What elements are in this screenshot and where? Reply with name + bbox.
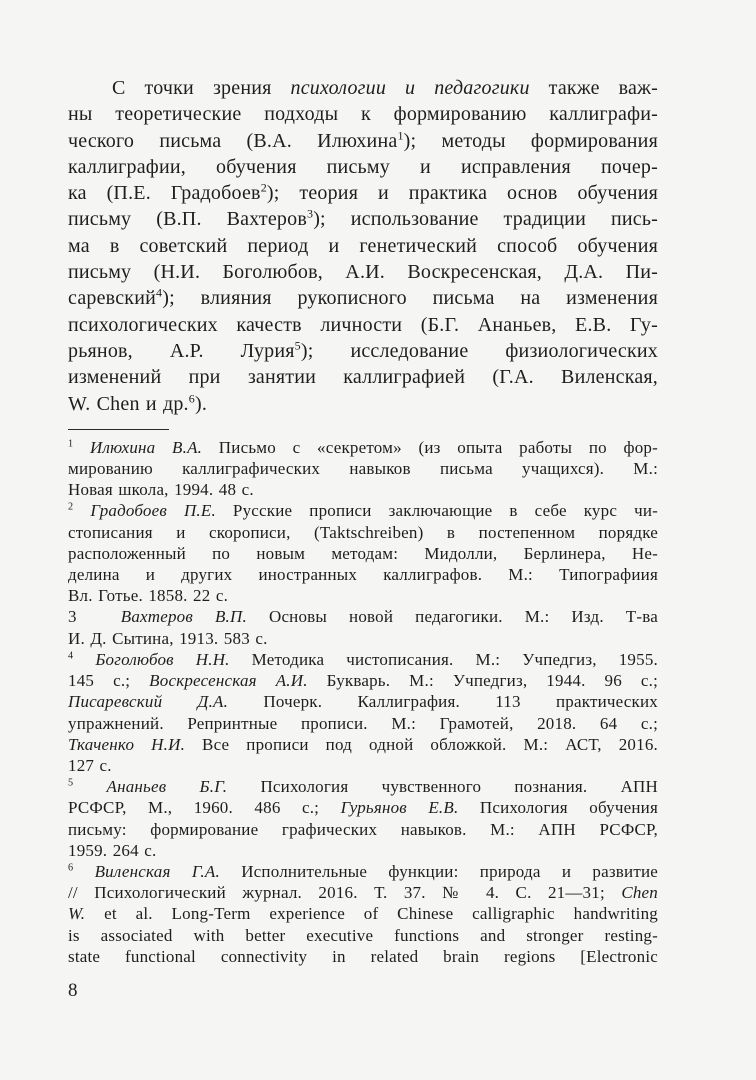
footnote-1 [68, 437, 658, 501]
italic-text: Писаревский Д.А. [68, 692, 229, 712]
footnote-line [68, 437, 658, 458]
footnote-4 [68, 649, 658, 776]
paragraph-line [68, 180, 658, 206]
italic-text: Вахтеров В.П. [120, 607, 247, 627]
footnote-line [68, 903, 658, 924]
text-run: письму (В.П. Вахтеров [68, 208, 307, 231]
text-run: // Психологический журнал. 2016. Т. 37. № 4. С. 21—31; [68, 883, 622, 903]
footnote-line [68, 479, 658, 500]
text-run: ма в советский период и генетический способ обучения [68, 234, 658, 257]
footnote-marker: 1 [68, 438, 74, 450]
text-run: письму: формирование графических навыков. М.: АПН РСФСР, [68, 819, 658, 839]
text-run: ); использование традиции пись- [313, 208, 658, 231]
text-run: расположенный по новым методам: Мидолли, Берлинера, Не- [68, 543, 658, 563]
footnote-line [68, 819, 658, 840]
footnote-line [68, 755, 658, 776]
paragraph-line [68, 154, 658, 180]
footnote-3 [68, 606, 658, 648]
text-run: также важ- [529, 77, 658, 99]
paragraph-line [68, 338, 658, 364]
italic-text: психологии и педагогики [290, 77, 530, 99]
footnote-line [68, 946, 658, 967]
footnote-line [68, 543, 658, 564]
footnote-marker: 3 [306, 206, 314, 221]
footnote-marker: 6 [68, 862, 74, 874]
text-run: Психология обучения [458, 798, 658, 818]
text-run: ческого письма (В.А. Илюхина [68, 129, 398, 152]
text-run: ). [194, 392, 208, 415]
paragraph-line [68, 75, 658, 101]
footnote-marker: 5 [294, 338, 301, 353]
text-run: Вл. Готье. 1858. 22 с. [68, 586, 229, 606]
footnote-marker: 2 [68, 501, 74, 513]
text-run [73, 777, 106, 796]
text-run: et al. Long-Term experience of Chinese calligraphic handwriting [85, 904, 658, 924]
text-run: ); влияния рукописного письма на изменения [162, 287, 658, 310]
footnote-line [68, 458, 658, 479]
footnote-line [68, 500, 658, 521]
footnote-6 [68, 861, 658, 967]
main-paragraph [68, 75, 658, 417]
paragraph-line [68, 128, 658, 154]
text-run: Все прописи под одной обложкой. М.: АСТ, 2016. [185, 734, 658, 754]
text-run: Методика чистописания. М.: Учпедгиз, 1955. [229, 649, 658, 669]
paragraph-line [68, 206, 658, 232]
footnote-5 [68, 776, 658, 861]
text-run: С точки зрения [112, 77, 291, 99]
footnote-line [68, 522, 658, 543]
paragraph-line [68, 364, 658, 390]
paragraph-line [68, 285, 658, 311]
paragraph-line [68, 391, 658, 417]
paragraph-line [68, 233, 658, 259]
text-run: state functional connectivity in related brain regions [Electronic [68, 946, 658, 966]
footnote-marker: 1 [397, 127, 404, 142]
footnote-line [68, 734, 658, 755]
text-run: Письмо с «секретом» (из опыта работы по фор- [202, 437, 658, 457]
text-run: Букварь. М.: Учпедгиз, 1944. 96 с.; [307, 671, 658, 691]
text-run: 3 [68, 607, 121, 627]
italic-text: Ткаченко Н.И. [68, 734, 186, 754]
text-run: Исполнительные функции: природа и развитие [219, 861, 658, 881]
text-run: каллиграфии, обучения письму и исправления почер- [68, 155, 658, 178]
italic-text: Илюхина В.А. [89, 437, 203, 457]
text-run: письму (Н.И. Боголюбов, А.И. Воскресенская, Д.А. Пи- [68, 261, 658, 284]
text-run: мированию каллиграфических навыков письма учащихся). М.: [68, 459, 658, 479]
footnote-marker: 4 [156, 285, 163, 300]
footnote-line [68, 861, 658, 882]
italic-text: Ананьев Б.Г. [106, 777, 228, 797]
text-run: 127 с. [68, 755, 112, 775]
footnote-line [68, 585, 658, 606]
text-run: W. Chen и др. [68, 392, 189, 415]
text-run: изменений при занятии каллиграфией (Г.А. Виленская, [68, 366, 658, 389]
footnote-line [68, 628, 658, 649]
footnote-marker: 4 [68, 650, 74, 662]
text-run: Основы новой педагогики. М.: Изд. Т-ва [246, 607, 658, 627]
footnote-2 [68, 500, 658, 606]
text-run: Психология чувственного познания. АПН [227, 777, 658, 797]
footnote-line [68, 564, 658, 585]
paragraph-line [68, 101, 658, 127]
text-run: Русские прописи заключающие в себе курс чи- [215, 501, 658, 521]
italic-text: Градобоев П.Е. [90, 501, 216, 521]
footnote-line [68, 670, 658, 691]
paragraph-line [68, 312, 658, 338]
text-run [73, 650, 95, 669]
footnote-marker: 6 [188, 390, 195, 405]
footnote-line [68, 606, 658, 627]
text-run: саревский [68, 287, 157, 310]
footnote-line [68, 925, 658, 946]
text-run: Новая школа, 1994. 48 с. [68, 480, 254, 500]
text-run: психологических качеств личности (Б.Г. Ананьев, Е.В. Гу- [68, 313, 658, 336]
text-run [73, 438, 90, 457]
text-run: 145 с.; [68, 671, 150, 691]
paragraph-line [68, 259, 658, 285]
text-run: стописания и скорописи, (Taktschreiben) в постепенном порядке [68, 522, 658, 542]
italic-text: Виленская Г.А. [94, 861, 220, 881]
text-run: делина и других иностранных каллиграфов. М.: Типографиия [68, 565, 658, 585]
text-run: ); исследование физиологических [300, 339, 658, 362]
text-run: рьянов, А.Р. Лурия [68, 339, 295, 362]
text-run: ); теория и практика основ обучения [266, 182, 658, 205]
footnote-separator [68, 429, 169, 430]
italic-text: Гурьянов Е.В. [340, 798, 459, 818]
text-run [73, 862, 94, 881]
text-run: 1959. 264 с. [68, 840, 157, 860]
footnote-line [68, 713, 658, 734]
text-run: упражнений. Репринтные прописи. М.: Грамотей, 2018. 64 с.; [68, 713, 658, 733]
page-number: 8 [68, 979, 78, 1001]
text-run: И. Д. Сытина, 1913. 583 с. [68, 628, 268, 648]
italic-text: Боголюбов Н.Н. [95, 649, 230, 669]
italic-text: Воскресенская А.И. [149, 671, 308, 691]
footnote-line [68, 649, 658, 670]
footnote-line [68, 882, 658, 903]
text-run: РСФСР, М., 1960. 486 с.; [68, 798, 341, 818]
footnote-marker: 2 [260, 180, 267, 195]
footnote-marker: 5 [68, 777, 74, 789]
text-run: Почерк. Каллиграфия. 113 практических [228, 692, 658, 712]
text-run: ны теоретические подходы к формированию каллиграфи- [68, 103, 658, 126]
text-run [73, 501, 90, 520]
text-run: is associated with better executive functions and stronger resting- [68, 925, 658, 945]
footnote-line [68, 797, 658, 818]
italic-text: Chen [621, 883, 658, 903]
footnotes [68, 437, 658, 967]
footnote-line [68, 776, 658, 797]
footnote-line [68, 691, 658, 712]
text-run: ка (П.Е. Градобоев [68, 182, 261, 205]
footnote-line [68, 840, 658, 861]
italic-text: W. [68, 904, 86, 924]
text-run: ); методы формирования [403, 129, 658, 152]
